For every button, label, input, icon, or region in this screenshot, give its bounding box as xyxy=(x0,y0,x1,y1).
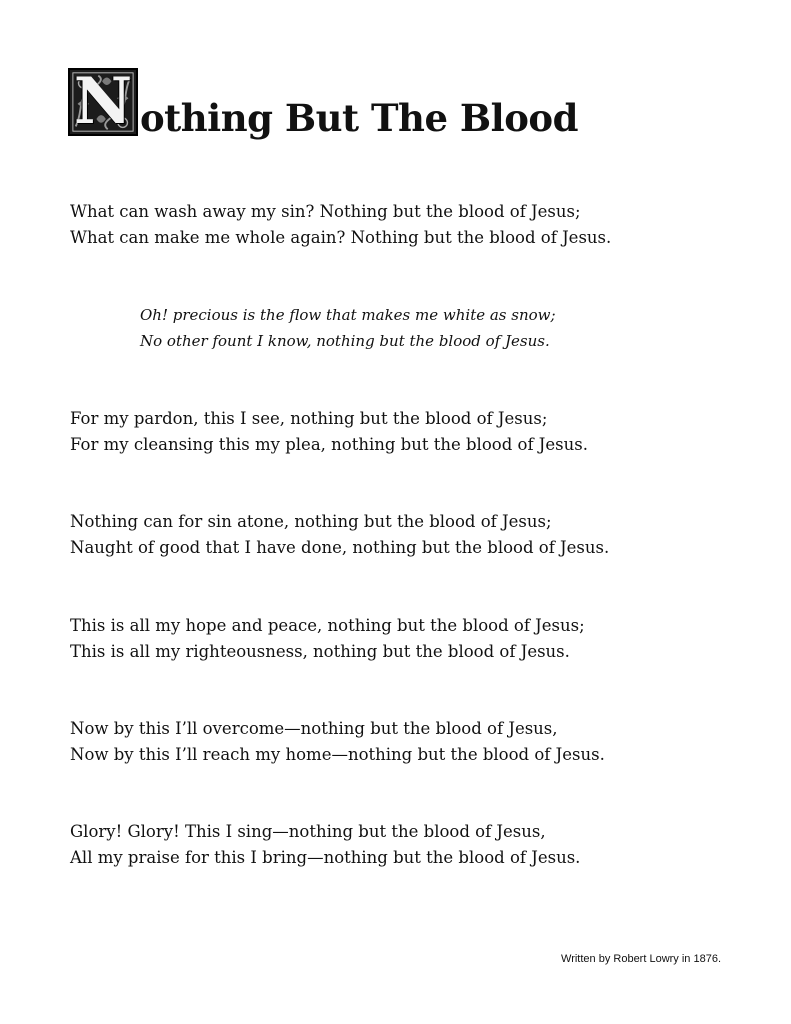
verse-line: This is all my righteousness, nothing but the blood of Jesus. xyxy=(70,642,570,661)
verse-line: Naught of good that I have done, nothing but the blood of Jesus. xyxy=(70,538,610,557)
verse-line: All my praise for this I bring—nothing but the blood of Jesus. xyxy=(70,848,581,867)
title-text: othing But The Blood xyxy=(140,96,578,140)
verse-line: Nothing can for sin atone, nothing but the blood of Jesus; xyxy=(70,512,552,531)
verse-line: Now by this I’ll overcome—nothing but the blood of Jesus, xyxy=(70,719,558,738)
verse-line: For my cleansing this my plea, nothing but the blood of Jesus. xyxy=(70,435,588,454)
verse-4 xyxy=(70,613,585,665)
verse-3 xyxy=(70,509,609,561)
verse-2 xyxy=(70,406,588,458)
verse-line: This is all my hope and peace, nothing but the blood of Jesus; xyxy=(70,616,585,635)
verse-6 xyxy=(70,819,580,871)
verse-1 xyxy=(70,199,611,251)
ornamental-drop-cap xyxy=(68,68,138,136)
verse-line: What can wash away my sin? Nothing but the blood of Jesus; xyxy=(70,202,581,221)
verse-line: For my pardon, this I see, nothing but the blood of Jesus; xyxy=(70,409,548,428)
chorus-line: Oh! precious is the flow that makes me white as snow; xyxy=(140,306,556,324)
chorus xyxy=(140,302,556,354)
hymn-title xyxy=(68,68,578,138)
verse-5 xyxy=(70,716,605,768)
author-credit: Written by Robert Lowry in 1876. xyxy=(561,953,721,965)
verse-line: Now by this I’ll reach my home—nothing but the blood of Jesus. xyxy=(70,745,605,764)
drop-cap-letter: N xyxy=(73,68,133,136)
verse-line: Glory! Glory! This I sing—nothing but the blood of Jesus, xyxy=(70,822,546,841)
verse-line: What can make me whole again? Nothing but the blood of Jesus. xyxy=(70,228,612,247)
chorus-line: No other fount I know, nothing but the blood of Jesus. xyxy=(140,332,550,350)
